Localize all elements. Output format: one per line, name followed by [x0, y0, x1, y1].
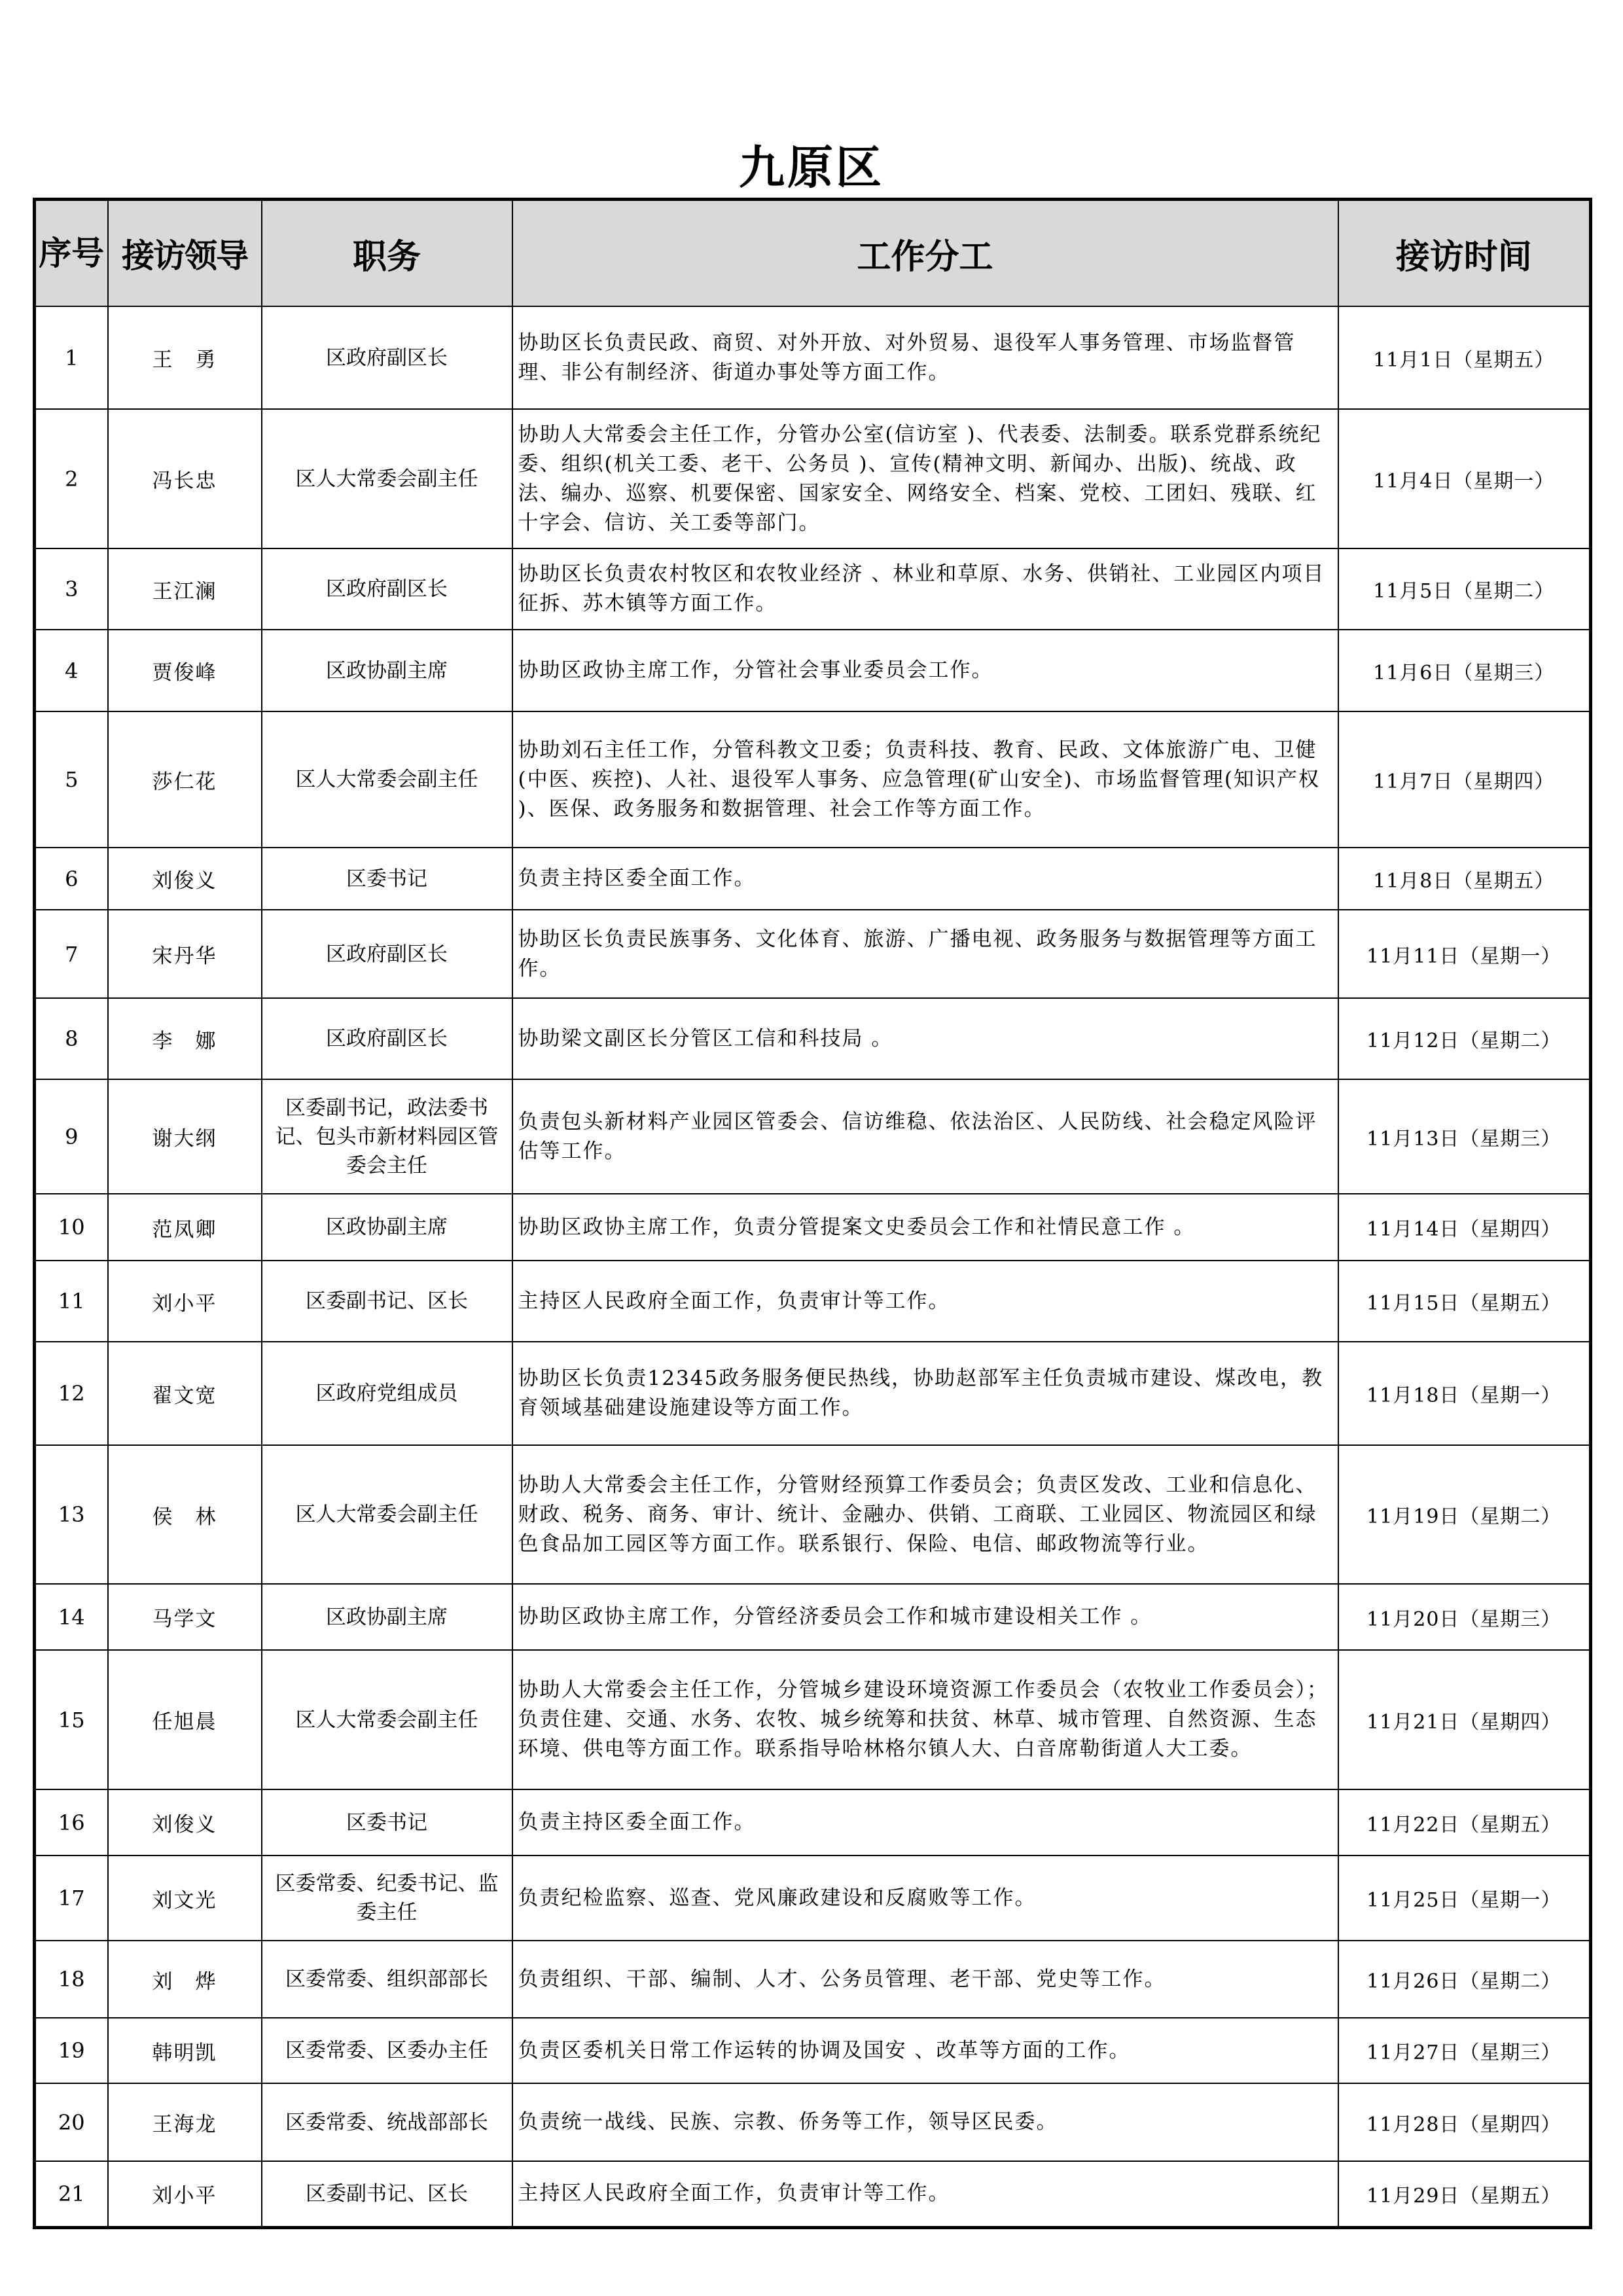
table-row [35, 630, 1591, 711]
table-row [35, 1342, 1591, 1445]
table-row [35, 2018, 1591, 2083]
leader-position: 区政府副区长 [262, 548, 512, 630]
leader-name: 侯 林 [108, 1445, 262, 1584]
duty-description: 协助人大常委会主任工作，分管财经预算工作委员会；负责区发改、工业和信息化、财政、税务、商务、审计、统计、金融办、供销、工商联、工业园区、物流园区和绿色食品加工园区等方面工作。联系银行、保险、电信、邮政物流等行业。 [512, 1445, 1338, 1584]
leader-name: 刘俊义 [108, 1789, 262, 1856]
header-seq: 序号 [35, 200, 108, 307]
duty-description: 协助刘石主任工作，分管科教文卫委；负责科技、教育、民政、文体旅游广电、卫健(中医、疾控)、人社、退役军人事务、应急管理(矿山安全)、市场监督管理(知识产权 )、医保、政务服务和数据管理、社会工作等方面工作。 [512, 711, 1338, 848]
reception-time: 11月27日（星期三） [1338, 2018, 1591, 2083]
reception-time: 11月26日（星期二） [1338, 1941, 1591, 2018]
duty-description: 协助区政协主席工作，负责分管提案文史委员会工作和社情民意工作 。 [512, 1194, 1338, 1261]
leader-position: 区委副书记、区长 [262, 1261, 512, 1342]
leader-name: 宋丹华 [108, 910, 262, 998]
reception-schedule-table [33, 198, 1592, 2229]
reception-time: 11月19日（星期二） [1338, 1445, 1591, 1584]
reception-time: 11月11日（星期一） [1338, 910, 1591, 998]
leader-position: 区人大常委会副主任 [262, 1445, 512, 1584]
row-number: 5 [35, 711, 108, 848]
row-number: 3 [35, 548, 108, 630]
header-time: 接访时间 [1338, 200, 1591, 307]
leader-position: 区委常委、纪委书记、监委主任 [262, 1856, 512, 1941]
row-number: 8 [35, 998, 108, 1079]
duty-description: 协助梁文副区长分管区工信和科技局 。 [512, 998, 1338, 1079]
reception-time: 11月21日（星期四） [1338, 1650, 1591, 1789]
header-duty: 工作分工 [512, 200, 1338, 307]
table-row [35, 1194, 1591, 1261]
table-row [35, 1079, 1591, 1194]
row-number: 16 [35, 1789, 108, 1856]
reception-time: 11月4日（星期一） [1338, 409, 1591, 548]
row-number: 21 [35, 2161, 108, 2227]
reception-time: 11月15日（星期五） [1338, 1261, 1591, 1342]
page-title: 九原区 [739, 141, 884, 194]
table-row [35, 711, 1591, 848]
leader-position: 区委书记 [262, 848, 512, 910]
table-row [35, 1941, 1591, 2018]
leader-position: 区人大常委会副主任 [262, 409, 512, 548]
leader-position: 区政协副主席 [262, 1194, 512, 1261]
table-row [35, 910, 1591, 998]
leader-name: 李 娜 [108, 998, 262, 1079]
leader-position: 区委常委、统战部部长 [262, 2083, 512, 2161]
leader-name: 贾俊峰 [108, 630, 262, 711]
table-row [35, 306, 1591, 409]
reception-time: 11月18日（星期一） [1338, 1342, 1591, 1445]
leader-name: 王海龙 [108, 2083, 262, 2161]
leader-position: 区委常委、组织部部长 [262, 1941, 512, 2018]
duty-description: 负责主持区委全面工作。 [512, 848, 1338, 910]
leader-name: 莎仁花 [108, 711, 262, 848]
row-number: 19 [35, 2018, 108, 2083]
leader-position: 区政府副区长 [262, 998, 512, 1079]
leader-name: 任旭晨 [108, 1650, 262, 1789]
leader-name: 韩明凯 [108, 2018, 262, 2083]
reception-time: 11月22日（星期五） [1338, 1789, 1591, 1856]
duty-description: 负责纪检监察、巡查、党风廉政建设和反腐败等工作。 [512, 1856, 1338, 1941]
leader-position: 区政协副主席 [262, 630, 512, 711]
leader-position: 区人大常委会副主任 [262, 711, 512, 848]
reception-time: 11月1日（星期五） [1338, 306, 1591, 409]
row-number: 1 [35, 306, 108, 409]
table-row [35, 848, 1591, 910]
header-leader: 接访领导 [108, 200, 262, 307]
reception-time: 11月29日（星期五） [1338, 2161, 1591, 2227]
leader-position: 区委常委、区委办主任 [262, 2018, 512, 2083]
reception-time: 11月20日（星期三） [1338, 1584, 1591, 1650]
row-number: 9 [35, 1079, 108, 1194]
duty-description: 协助区长负责民政、商贸、对外开放、对外贸易、退役军人事务管理、市场监督管理、非公有制经济、街道办事处等方面工作。 [512, 306, 1338, 409]
row-number: 7 [35, 910, 108, 998]
leader-position: 区委书记 [262, 1789, 512, 1856]
leader-name: 范凤卿 [108, 1194, 262, 1261]
duty-description: 负责主持区委全面工作。 [512, 1789, 1338, 1856]
leader-position: 区人大常委会副主任 [262, 1650, 512, 1789]
duty-description: 主持区人民政府全面工作，负责审计等工作。 [512, 2161, 1338, 2227]
duty-description: 主持区人民政府全面工作，负责审计等工作。 [512, 1261, 1338, 1342]
row-number: 13 [35, 1445, 108, 1584]
reception-time: 11月25日（星期一） [1338, 1856, 1591, 1941]
leader-name: 刘小平 [108, 2161, 262, 2227]
reception-time: 11月7日（星期四） [1338, 711, 1591, 848]
duty-description: 协助区政协主席工作，分管经济委员会工作和城市建设相关工作 。 [512, 1584, 1338, 1650]
table-row [35, 1584, 1591, 1650]
row-number: 18 [35, 1941, 108, 2018]
reception-time: 11月12日（星期二） [1338, 998, 1591, 1079]
leader-name: 马学文 [108, 1584, 262, 1650]
leader-name: 王 勇 [108, 306, 262, 409]
leader-position: 区政府党组成员 [262, 1342, 512, 1445]
duty-description: 负责组织、干部、编制、人才、公务员管理、老干部、党史等工作。 [512, 1941, 1338, 2018]
reception-time: 11月28日（星期四） [1338, 2083, 1591, 2161]
reception-time: 11月13日（星期三） [1338, 1079, 1591, 1194]
reception-time: 11月5日（星期二） [1338, 548, 1591, 630]
leader-name: 刘小平 [108, 1261, 262, 1342]
leader-name: 谢大纲 [108, 1079, 262, 1194]
table-row [35, 1789, 1591, 1856]
reception-time: 11月8日（星期五） [1338, 848, 1591, 910]
leader-position: 区政协副主席 [262, 1584, 512, 1650]
row-number: 6 [35, 848, 108, 910]
duty-description: 协助人大常委会主任工作，分管城乡建设环境资源工作委员会（农牧业工作委员会）；负责住建、交通、水务、农牧、城乡统筹和扶贫、林草、城市管理、自然资源、生态环境、供电等方面工作。联系指导哈林格尔镇人大、白音席勒街道人大工委。 [512, 1650, 1338, 1789]
row-number: 17 [35, 1856, 108, 1941]
header-position: 职务 [262, 200, 512, 307]
duty-description: 协助区长负责农村牧区和农牧业经济 、林业和草原、水务、供销社、工业园区内项目征拆、苏木镇等方面工作。 [512, 548, 1338, 630]
row-number: 12 [35, 1342, 108, 1445]
table-row [35, 2083, 1591, 2161]
duty-description: 协助区长负责民族事务、文化体育、旅游、广播电视、政务服务与数据管理等方面工作。 [512, 910, 1338, 998]
leader-position: 区政府副区长 [262, 910, 512, 998]
table-row [35, 548, 1591, 630]
leader-name: 冯长忠 [108, 409, 262, 548]
duty-description: 负责包头新材料产业园区管委会、信访维稳、依法治区、人民防线、社会稳定风险评估等工作。 [512, 1079, 1338, 1194]
leader-name: 翟文宽 [108, 1342, 262, 1445]
table-row [35, 1856, 1591, 1941]
table-row [35, 1650, 1591, 1789]
duty-description: 协助区长负责12345政务服务便民热线，协助赵部军主任负责城市建设、煤改电，教育领域基础建设施建设等方面工作。 [512, 1342, 1338, 1445]
table-row [35, 2161, 1591, 2227]
row-number: 4 [35, 630, 108, 711]
duty-description: 协助区政协主席工作，分管社会事业委员会工作。 [512, 630, 1338, 711]
leader-position: 区委副书记、区长 [262, 2161, 512, 2227]
row-number: 11 [35, 1261, 108, 1342]
row-number: 14 [35, 1584, 108, 1650]
table-row [35, 409, 1591, 548]
leader-name: 刘文光 [108, 1856, 262, 1941]
row-number: 2 [35, 409, 108, 548]
table-row [35, 1261, 1591, 1342]
table-row [35, 998, 1591, 1079]
row-number: 10 [35, 1194, 108, 1261]
duty-description: 负责区委机关日常工作运转的协调及国安 、改革等方面的工作。 [512, 2018, 1338, 2083]
leader-name: 王江澜 [108, 548, 262, 630]
duty-description: 负责统一战线、民族、宗教、侨务等工作，领导区民委。 [512, 2083, 1338, 2161]
row-number: 15 [35, 1650, 108, 1789]
row-number: 20 [35, 2083, 108, 2161]
leader-name: 刘俊义 [108, 848, 262, 910]
header-row [35, 200, 1591, 307]
leader-position: 区政府副区长 [262, 306, 512, 409]
table-row [35, 1445, 1591, 1584]
reception-time: 11月6日（星期三） [1338, 630, 1591, 711]
reception-time: 11月14日（星期四） [1338, 1194, 1591, 1261]
duty-description: 协助人大常委会主任工作，分管办公室(信访室 )、代表委、法制委。联系党群系统纪委、组织(机关工委、老干、公务员 )、宣传(精神文明、新闻办、出版)、统战、政法、编办、巡察、机要保密、国家安全、网络安全、档案、党校、工团妇、残联、红十字会、信访、关工委等部门。 [512, 409, 1338, 548]
leader-name: 刘 烨 [108, 1941, 262, 2018]
leader-position: 区委副书记，政法委书记、包头市新材料园区管委会主任 [262, 1079, 512, 1194]
